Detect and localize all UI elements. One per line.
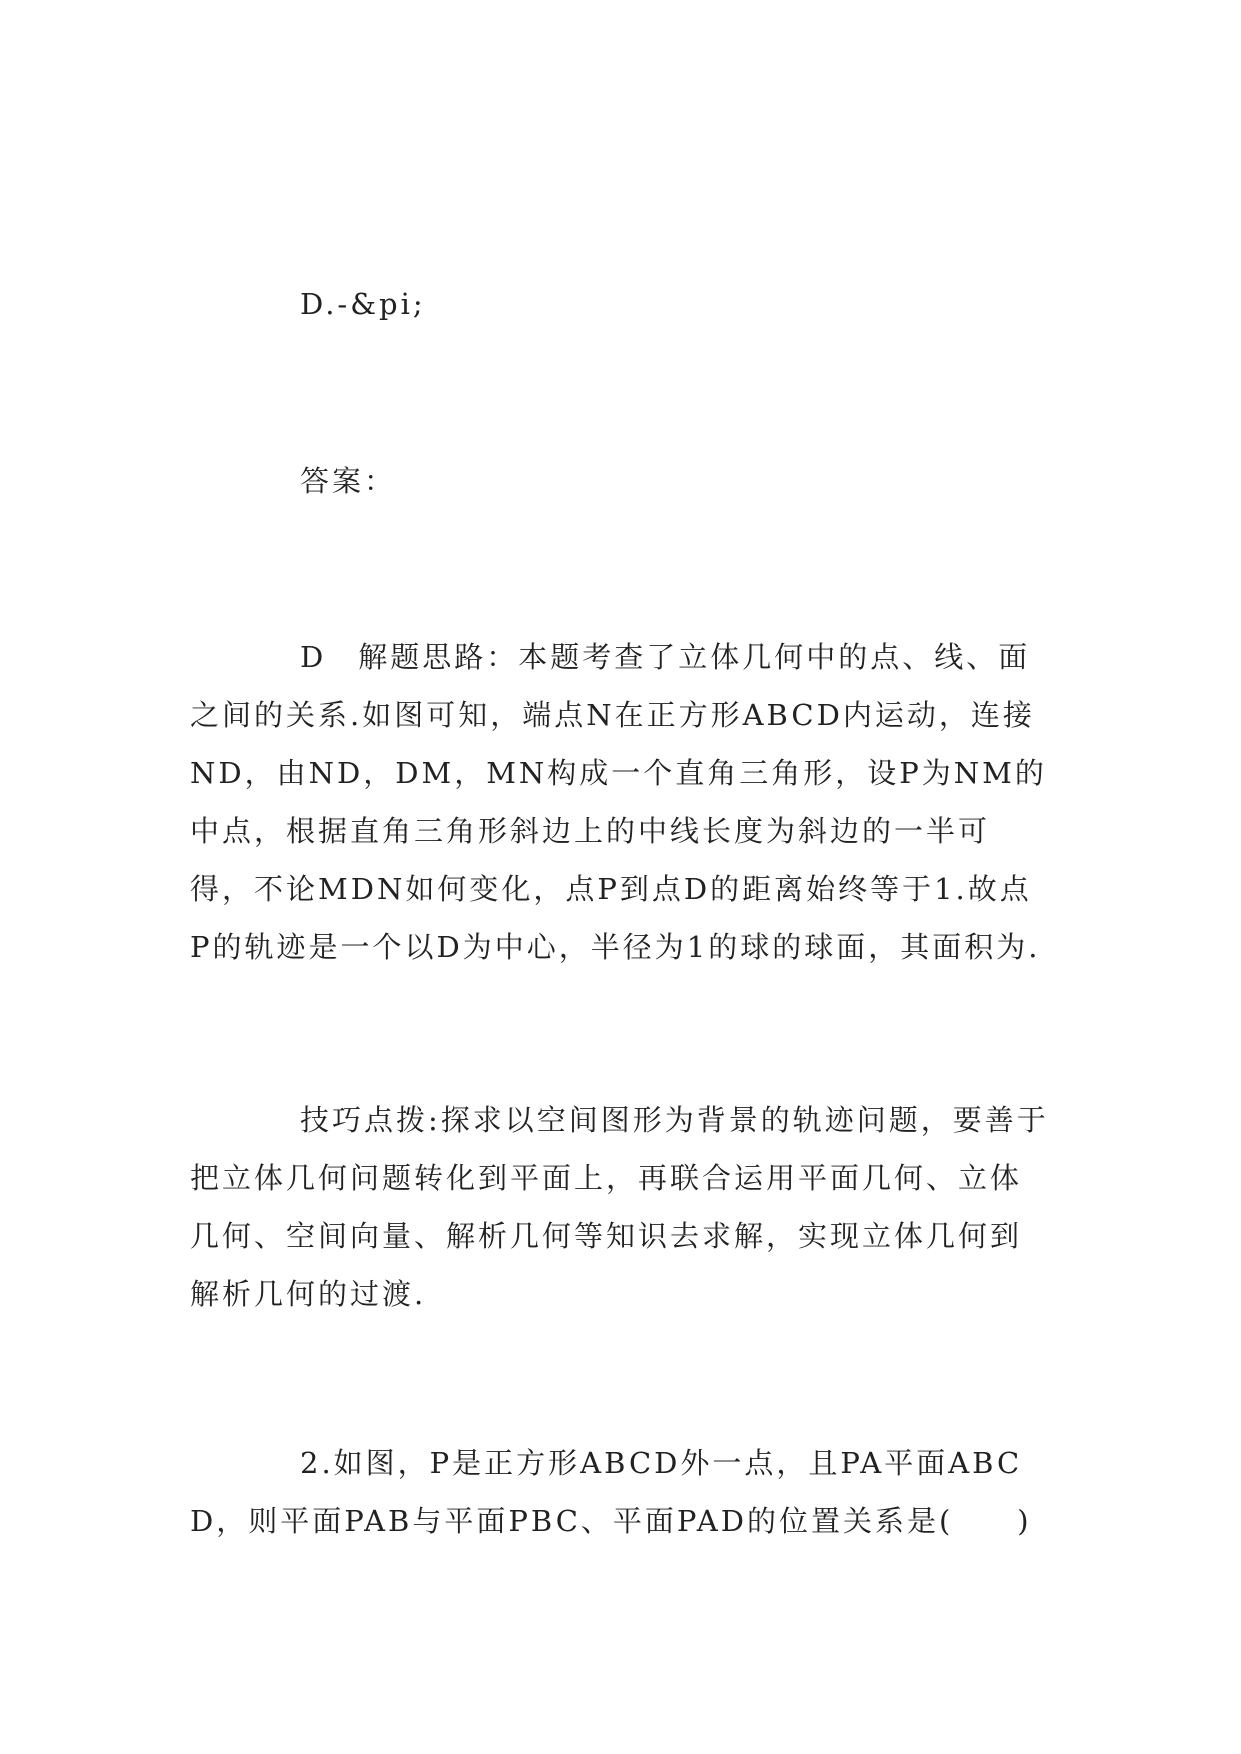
option-d-text: D.-&pi; bbox=[300, 287, 426, 321]
tip-paragraph: 技巧点拨:探求以空间图形为背景的轨迹问题，要善于把立体几何问题转化到平面上，再联合运用平面几何、立体几何、空间向量、解析几何等知识去求解，实现立体几何到解析几何的过渡. bbox=[190, 1103, 1049, 1311]
answer-heading: 答案： bbox=[300, 464, 397, 498]
question-2-paragraph: 2.如图，P是正方形ABCD外一点，且PA平面ABCD，则平面PAB与平面PBC、平面PAD的位置关系是( ) bbox=[190, 1446, 1032, 1538]
solution-paragraph: D 解题思路：本题考查了立体几何中的点、线、面之间的关系.如图可知，端点N在正方形ABCD内运动，连接ND，由ND，DM，MN构成一个直角三角形，设P为NM的中点，根据直角三角形斜边上的中线长度为斜边的一半可得，不论MDN如何变化，点P到点D的距离始终等于1.故点P的轨迹是一个以D为中心，半径为1的球的球面，其面积为. bbox=[190, 640, 1047, 964]
